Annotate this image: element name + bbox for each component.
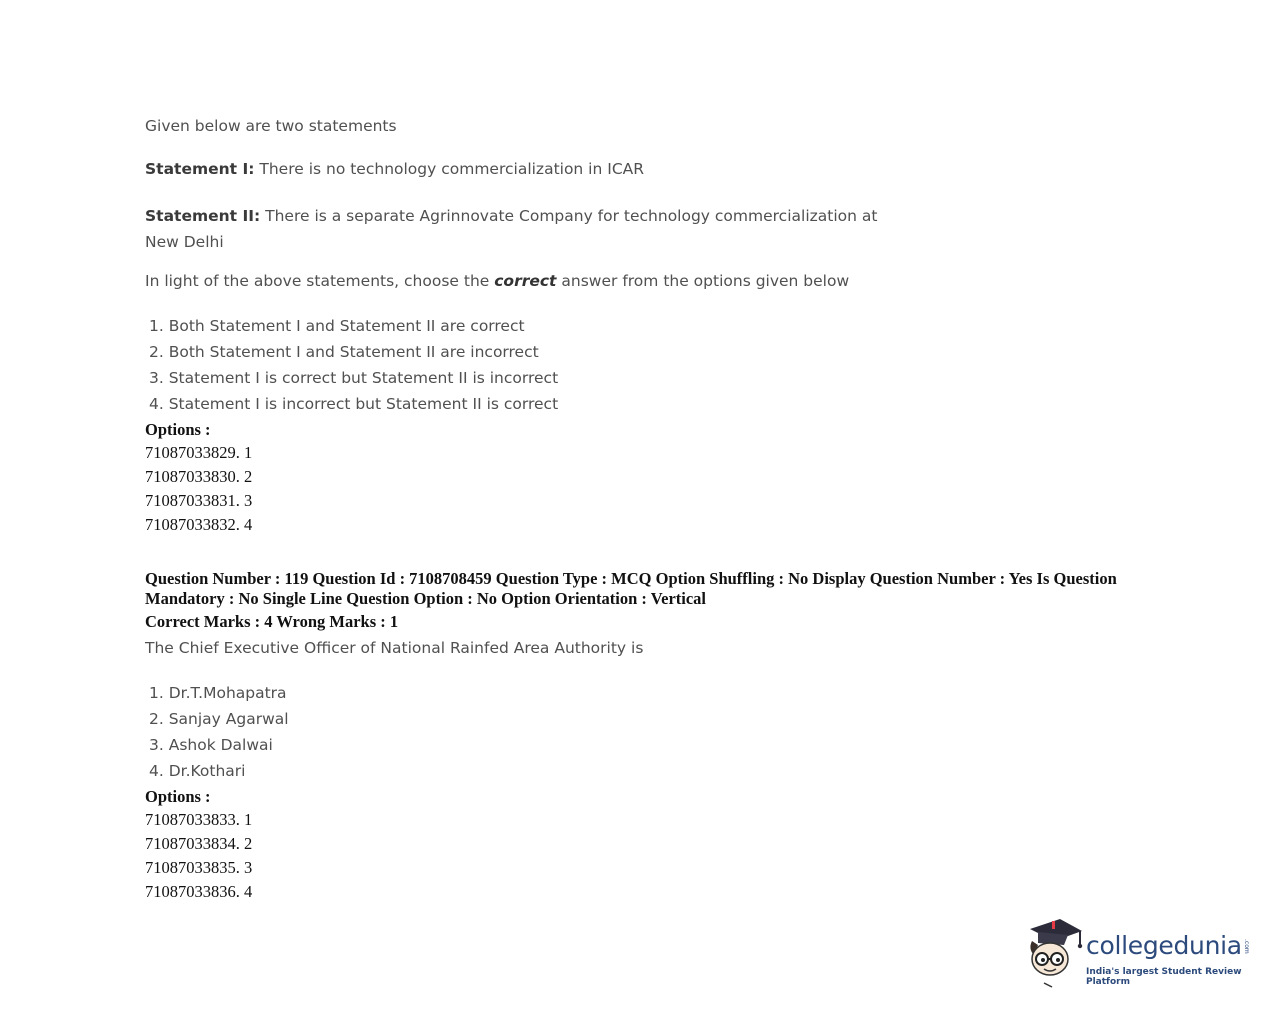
logo-tagline: India's largest Student Review Platform: [1086, 967, 1242, 987]
q2-option-code-1: 71087033833. 1: [145, 810, 253, 829]
q1-option-code-2: 71087033830. 2: [145, 467, 253, 486]
q1-option-code-4: 71087033832. 4: [145, 515, 253, 534]
mascot-icon: [1024, 915, 1086, 990]
statement-1: [145, 160, 644, 178]
collegedunia-logo: [1024, 915, 1264, 990]
q2-option-code-4: 71087033836. 4: [145, 882, 253, 901]
logo-wordmark: collegedunia: [1086, 931, 1242, 960]
q2-marks: Correct Marks : 4 Wrong Marks : 1: [145, 612, 399, 631]
q2-choice-1: 1. Dr.T.Mohapatra: [149, 684, 287, 702]
q2-option-code-3: 71087033835. 3: [145, 858, 253, 877]
q1-option-code-1: 71087033829. 1: [145, 443, 253, 462]
statement-1-text: There is no technology commercialization in ICAR: [254, 160, 645, 178]
q1-intro: Given below are two statements: [145, 117, 397, 135]
q2-choice-3: 3. Ashok Dalwai: [149, 736, 273, 754]
statement-2: [145, 203, 885, 255]
q2-question: The Chief Executive Officer of National Rainfed Area Authority is: [145, 639, 644, 657]
q1-option-codes: [145, 441, 252, 537]
q1-choice-2: 2. Both Statement I and Statement II are incorrect: [149, 343, 539, 361]
q2-choice-2: 2. Sanjay Agarwal: [149, 710, 289, 728]
q1-option-code-3: 71087033831. 3: [145, 491, 253, 510]
instruction-pre: In light of the above statements, choose the: [145, 272, 495, 290]
instruction-post: answer from the options given below: [556, 272, 850, 290]
q1-choice-list: [149, 313, 558, 417]
statement-2-label: Statement II:: [145, 207, 261, 225]
statement-2-text: There is a separate Agrinnovate Company for technology commercialization at New Delhi: [145, 207, 878, 251]
instruction-emphasis: correct: [494, 272, 557, 290]
statement-1-label: Statement I:: [145, 160, 255, 178]
q1-options-label: Options :: [145, 420, 211, 439]
q1-instruction: [145, 272, 849, 290]
logo-suffix: .com: [1243, 939, 1250, 954]
q1-choice-1: 1. Both Statement I and Statement II are correct: [149, 317, 525, 335]
q2-choice-4: 4. Dr.Kothari: [149, 762, 246, 780]
q1-choice-3: 3. Statement I is correct but Statement II is incorrect: [149, 369, 559, 387]
q2-option-codes: [145, 808, 252, 904]
q2-options-label: Options :: [145, 787, 211, 806]
q1-choice-4: 4. Statement I is incorrect but Statement II is correct: [149, 395, 559, 413]
q2-option-code-2: 71087033834. 2: [145, 834, 253, 853]
q2-meta: Question Number : 119 Question Id : 7108708459 Question Type : MCQ Option Shuffling : No Display Question Number : Yes Is Question Mandatory : No Single Line Question Option : No Option Orientation : Vertical: [145, 569, 1117, 608]
q2-choice-list: [149, 680, 289, 784]
